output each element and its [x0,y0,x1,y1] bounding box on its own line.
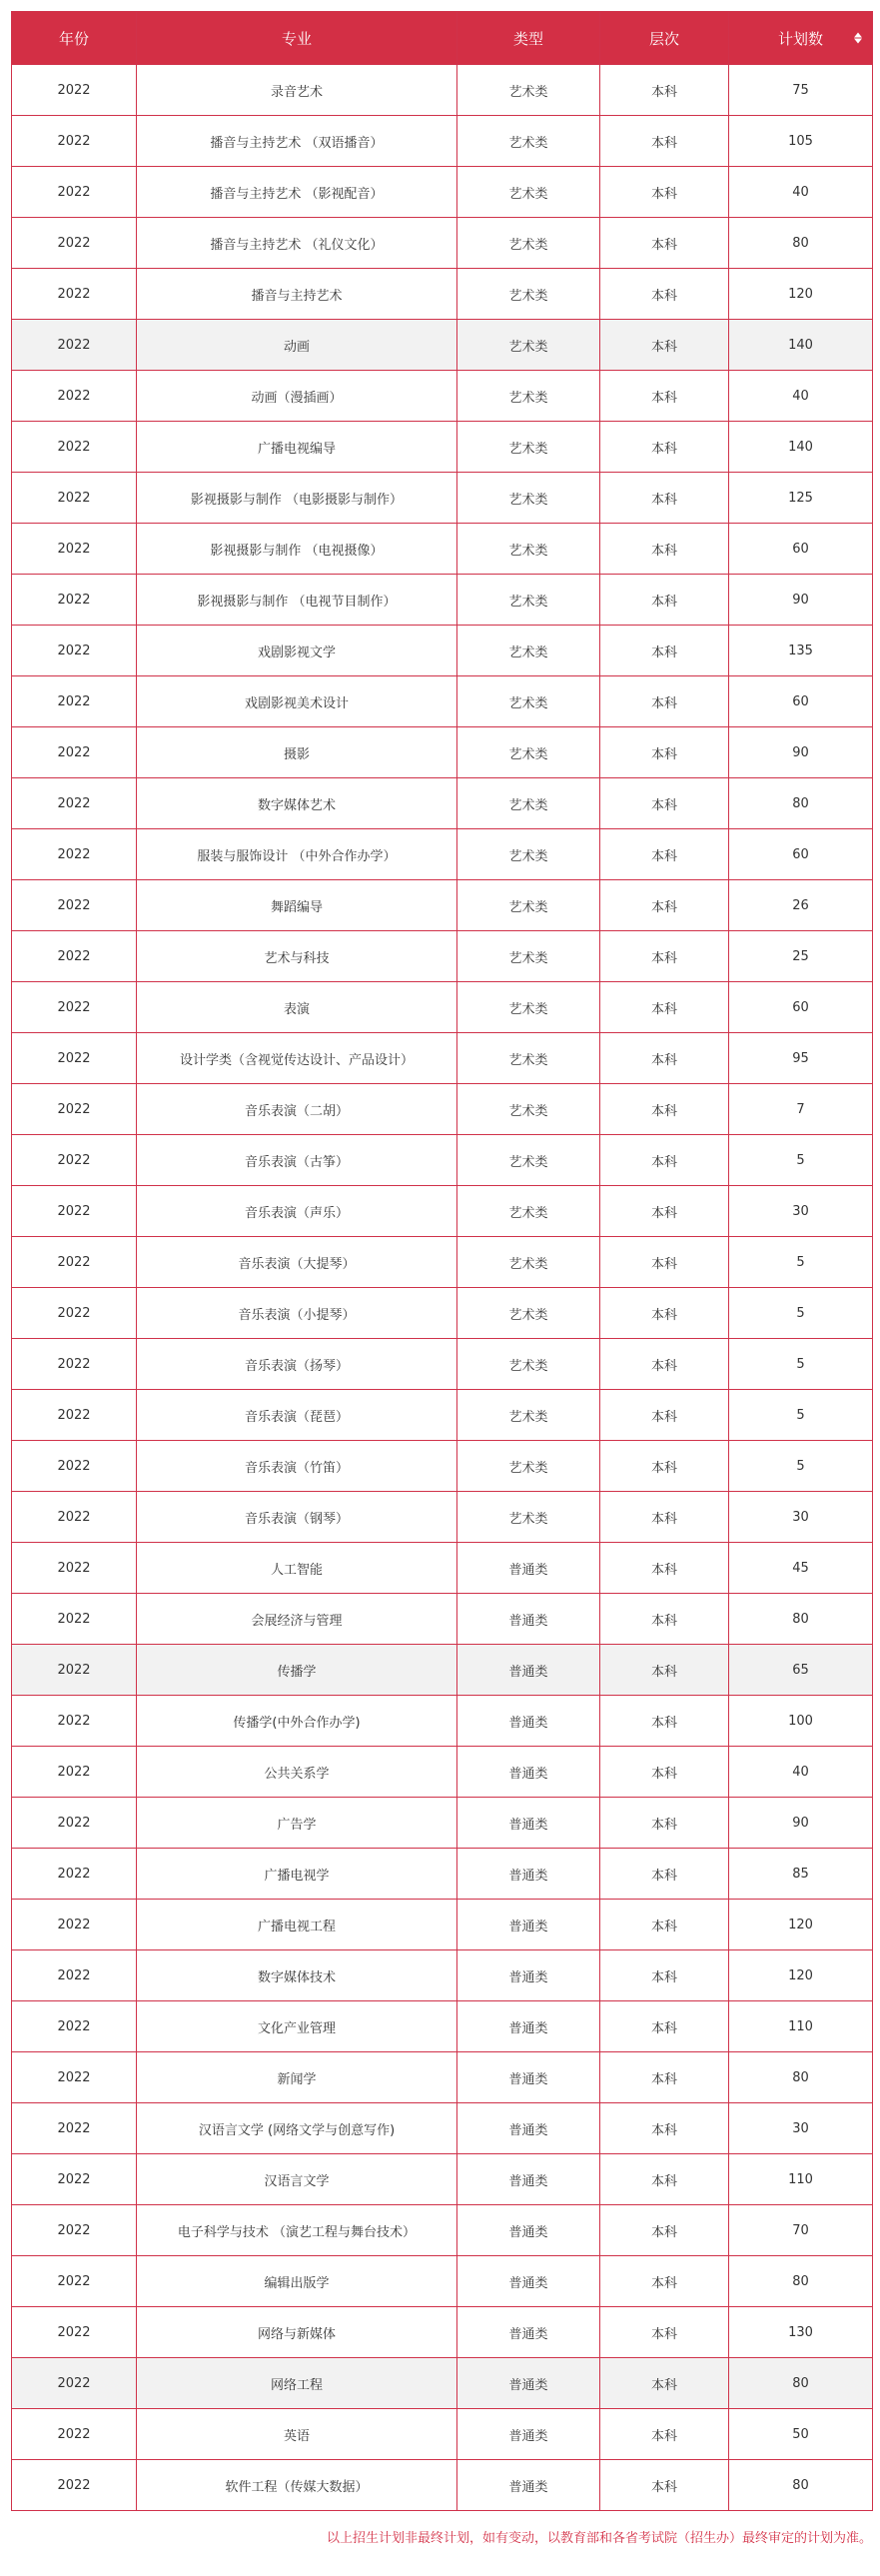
cell-year: 2022 [12,1033,137,1084]
cell-year: 2022 [12,1747,137,1798]
cell-major: 数字媒体技术 [137,1950,457,2001]
table-row [12,269,873,320]
sort-up-down-icon[interactable] [854,33,862,44]
cell-level: 本科 [600,1645,729,1696]
cell-level: 本科 [600,2307,729,2358]
cell-major: 广播电视编导 [137,422,457,473]
cell-year: 2022 [12,1696,137,1747]
cell-type: 艺术类 [457,626,600,676]
cell-major: 编辑出版学 [137,2256,457,2307]
cell-level: 本科 [600,880,729,931]
cell-major: 广播电视工程 [137,1900,457,1950]
cell-type: 艺术类 [457,575,600,626]
cell-plan-count: 80 [729,2460,873,2511]
cell-type: 普通类 [457,2052,600,2103]
header-plan-count-label: 计划数 [777,29,823,48]
header-year[interactable]: 年份 [12,12,137,65]
table-row [12,1950,873,2001]
cell-plan-count: 5 [729,1135,873,1186]
cell-level: 本科 [600,65,729,116]
cell-plan-count: 130 [729,2307,873,2358]
table-row [12,218,873,269]
cell-type: 普通类 [457,1696,600,1747]
cell-type: 艺术类 [457,778,600,829]
cell-year: 2022 [12,524,137,575]
table-row [12,575,873,626]
cell-major: 音乐表演（竹笛） [137,1441,457,1492]
cell-major: 网络与新媒体 [137,2307,457,2358]
table-row [12,2154,873,2205]
cell-plan-count: 5 [729,1339,873,1390]
cell-major: 音乐表演（二胡） [137,1084,457,1135]
cell-type: 普通类 [457,2256,600,2307]
cell-type: 普通类 [457,2103,600,2154]
cell-type: 艺术类 [457,1390,600,1441]
cell-level: 本科 [600,727,729,778]
table-row [12,167,873,218]
table-header-row [12,12,873,65]
header-level[interactable]: 层次 [600,12,729,65]
cell-major: 人工智能 [137,1543,457,1594]
cell-type: 艺术类 [457,320,600,371]
cell-level: 本科 [600,371,729,422]
cell-type: 艺术类 [457,880,600,931]
cell-year: 2022 [12,1798,137,1849]
table-row [12,422,873,473]
cell-type: 普通类 [457,1747,600,1798]
cell-year: 2022 [12,982,137,1033]
cell-type: 艺术类 [457,1441,600,1492]
cell-plan-count: 110 [729,2154,873,2205]
cell-level: 本科 [600,1390,729,1441]
cell-plan-count: 120 [729,269,873,320]
cell-major: 戏剧影视美术设计 [137,676,457,727]
cell-year: 2022 [12,1135,137,1186]
cell-type: 艺术类 [457,218,600,269]
table-row [12,473,873,524]
table-row [12,829,873,880]
cell-plan-count: 100 [729,1696,873,1747]
cell-level: 本科 [600,2001,729,2052]
cell-major: 电子科学与技术 （演艺工程与舞台技术） [137,2205,457,2256]
table-row [12,116,873,167]
cell-plan-count: 80 [729,1594,873,1645]
table-body [12,65,873,2511]
cell-type: 普通类 [457,1950,600,2001]
cell-type: 普通类 [457,1900,600,1950]
table-row [12,778,873,829]
cell-plan-count: 80 [729,778,873,829]
cell-plan-count: 60 [729,676,873,727]
cell-year: 2022 [12,2001,137,2052]
cell-type: 艺术类 [457,931,600,982]
cell-level: 本科 [600,1594,729,1645]
cell-year: 2022 [12,1900,137,1950]
table-row [12,1645,873,1696]
cell-major: 新闻学 [137,2052,457,2103]
cell-type: 普通类 [457,1645,600,1696]
cell-major: 服装与服饰设计 （中外合作办学） [137,829,457,880]
cell-type: 艺术类 [457,473,600,524]
cell-type: 艺术类 [457,1339,600,1390]
cell-level: 本科 [600,982,729,1033]
cell-type: 艺术类 [457,829,600,880]
cell-major: 动画 [137,320,457,371]
cell-year: 2022 [12,2307,137,2358]
cell-type: 艺术类 [457,1492,600,1543]
cell-type: 普通类 [457,2154,600,2205]
cell-major: 公共关系学 [137,1747,457,1798]
table-row [12,2256,873,2307]
cell-plan-count: 70 [729,2205,873,2256]
cell-level: 本科 [600,2052,729,2103]
cell-level: 本科 [600,829,729,880]
cell-level: 本科 [600,1033,729,1084]
cell-plan-count: 90 [729,727,873,778]
cell-major: 广播电视学 [137,1849,457,1900]
cell-year: 2022 [12,320,137,371]
cell-major: 软件工程（传媒大数据） [137,2460,457,2511]
cell-level: 本科 [600,931,729,982]
cell-level: 本科 [600,320,729,371]
table-row [12,931,873,982]
cell-plan-count: 26 [729,880,873,931]
cell-type: 普通类 [457,2307,600,2358]
cell-plan-count: 60 [729,524,873,575]
cell-year: 2022 [12,2256,137,2307]
footnote: 以上招生计划非最终计划，如有变动，以教育部和各省考试院（招生办）最终审定的计划为准。 [326,2531,872,2546]
cell-major: 音乐表演（大提琴） [137,1237,457,1288]
table-row [12,2409,873,2460]
cell-level: 本科 [600,1339,729,1390]
cell-plan-count: 65 [729,1645,873,1696]
cell-major: 汉语言文学 [137,2154,457,2205]
cell-level: 本科 [600,1696,729,1747]
cell-year: 2022 [12,422,137,473]
cell-type: 艺术类 [457,167,600,218]
cell-major: 戏剧影视文学 [137,626,457,676]
cell-plan-count: 120 [729,1900,873,1950]
cell-plan-count: 5 [729,1390,873,1441]
cell-year: 2022 [12,2460,137,2511]
table-row [12,1135,873,1186]
cell-level: 本科 [600,2409,729,2460]
table-row [12,880,873,931]
cell-level: 本科 [600,676,729,727]
table-row [12,371,873,422]
cell-year: 2022 [12,1492,137,1543]
cell-plan-count: 75 [729,65,873,116]
cell-major: 摄影 [137,727,457,778]
cell-year: 2022 [12,218,137,269]
cell-level: 本科 [600,524,729,575]
cell-plan-count: 90 [729,575,873,626]
cell-major: 音乐表演（扬琴） [137,1339,457,1390]
cell-major: 传播学(中外合作办学) [137,1696,457,1747]
cell-major: 网络工程 [137,2358,457,2409]
table-row [12,727,873,778]
cell-plan-count: 30 [729,1186,873,1237]
cell-year: 2022 [12,778,137,829]
cell-major: 设计学类（含视觉传达设计、产品设计） [137,1033,457,1084]
cell-level: 本科 [600,269,729,320]
cell-major: 播音与主持艺术 （双语播音） [137,116,457,167]
cell-type: 艺术类 [457,524,600,575]
cell-year: 2022 [12,116,137,167]
table-row [12,2052,873,2103]
cell-plan-count: 125 [729,473,873,524]
cell-level: 本科 [600,1237,729,1288]
cell-type: 普通类 [457,1543,600,1594]
cell-year: 2022 [12,2205,137,2256]
cell-year: 2022 [12,473,137,524]
cell-type: 艺术类 [457,1288,600,1339]
cell-plan-count: 30 [729,2103,873,2154]
cell-major: 播音与主持艺术 （影视配音） [137,167,457,218]
cell-level: 本科 [600,1849,729,1900]
cell-plan-count: 80 [729,2358,873,2409]
cell-major: 艺术与科技 [137,931,457,982]
cell-year: 2022 [12,1237,137,1288]
cell-plan-count: 30 [729,1492,873,1543]
cell-plan-count: 5 [729,1237,873,1288]
cell-plan-count: 50 [729,2409,873,2460]
cell-type: 艺术类 [457,65,600,116]
table-row [12,1747,873,1798]
cell-year: 2022 [12,2052,137,2103]
cell-plan-count: 45 [729,1543,873,1594]
cell-plan-count: 5 [729,1288,873,1339]
cell-level: 本科 [600,1084,729,1135]
table-row [12,1900,873,1950]
table-row [12,1237,873,1288]
cell-plan-count: 110 [729,2001,873,2052]
cell-plan-count: 7 [729,1084,873,1135]
cell-plan-count: 80 [729,2256,873,2307]
cell-type: 艺术类 [457,1135,600,1186]
cell-year: 2022 [12,626,137,676]
header-major[interactable]: 专业 [137,12,457,65]
cell-year: 2022 [12,1543,137,1594]
cell-type: 艺术类 [457,371,600,422]
cell-level: 本科 [600,626,729,676]
cell-type: 普通类 [457,2205,600,2256]
cell-level: 本科 [600,2256,729,2307]
table-row [12,1033,873,1084]
cell-plan-count: 40 [729,1747,873,1798]
cell-year: 2022 [12,676,137,727]
cell-major: 播音与主持艺术 [137,269,457,320]
header-type[interactable]: 类型 [457,12,600,65]
cell-year: 2022 [12,2409,137,2460]
cell-type: 普通类 [457,2460,600,2511]
cell-level: 本科 [600,2460,729,2511]
cell-level: 本科 [600,1441,729,1492]
cell-year: 2022 [12,65,137,116]
cell-type: 普通类 [457,1798,600,1849]
cell-level: 本科 [600,218,729,269]
cell-plan-count: 5 [729,1441,873,1492]
cell-type: 艺术类 [457,727,600,778]
table-row [12,65,873,116]
cell-type: 普通类 [457,2409,600,2460]
cell-plan-count: 40 [729,167,873,218]
cell-major: 文化产业管理 [137,2001,457,2052]
cell-plan-count: 40 [729,371,873,422]
cell-level: 本科 [600,1798,729,1849]
table-row [12,2001,873,2052]
cell-level: 本科 [600,575,729,626]
cell-level: 本科 [600,1288,729,1339]
table-row [12,2205,873,2256]
cell-plan-count: 60 [729,829,873,880]
cell-major: 表演 [137,982,457,1033]
cell-major: 播音与主持艺术 （礼仪文化） [137,218,457,269]
cell-plan-count: 120 [729,1950,873,2001]
table-row [12,320,873,371]
cell-major: 英语 [137,2409,457,2460]
cell-type: 普通类 [457,1594,600,1645]
cell-year: 2022 [12,1084,137,1135]
cell-plan-count: 140 [729,320,873,371]
cell-major: 音乐表演（琵琶） [137,1390,457,1441]
cell-major: 舞蹈编导 [137,880,457,931]
cell-year: 2022 [12,1288,137,1339]
cell-major: 录音艺术 [137,65,457,116]
cell-year: 2022 [12,931,137,982]
table-row [12,1696,873,1747]
cell-year: 2022 [12,2154,137,2205]
table-row [12,1186,873,1237]
cell-major: 广告学 [137,1798,457,1849]
cell-type: 艺术类 [457,116,600,167]
header-plan-count[interactable] [729,12,873,65]
table-row [12,676,873,727]
cell-plan-count: 135 [729,626,873,676]
cell-plan-count: 25 [729,931,873,982]
cell-type: 艺术类 [457,422,600,473]
cell-level: 本科 [600,1747,729,1798]
cell-plan-count: 95 [729,1033,873,1084]
cell-plan-count: 60 [729,982,873,1033]
cell-year: 2022 [12,1594,137,1645]
cell-level: 本科 [600,1186,729,1237]
cell-major: 汉语言文学 (网络文学与创意写作) [137,2103,457,2154]
cell-year: 2022 [12,1339,137,1390]
cell-level: 本科 [600,167,729,218]
table-row [12,1798,873,1849]
table-row [12,1084,873,1135]
cell-year: 2022 [12,1645,137,1696]
cell-year: 2022 [12,727,137,778]
cell-year: 2022 [12,1441,137,1492]
cell-plan-count: 105 [729,116,873,167]
table-row [12,1492,873,1543]
cell-year: 2022 [12,167,137,218]
cell-type: 艺术类 [457,676,600,727]
cell-major: 音乐表演（小提琴） [137,1288,457,1339]
cell-type: 艺术类 [457,1186,600,1237]
cell-major: 影视摄影与制作 （电视摄像） [137,524,457,575]
table-row [12,2307,873,2358]
cell-level: 本科 [600,1543,729,1594]
cell-year: 2022 [12,1186,137,1237]
table-row [12,626,873,676]
table-row [12,1849,873,1900]
cell-level: 本科 [600,1900,729,1950]
cell-level: 本科 [600,1492,729,1543]
cell-type: 艺术类 [457,982,600,1033]
cell-plan-count: 140 [729,422,873,473]
cell-year: 2022 [12,1849,137,1900]
cell-major: 传播学 [137,1645,457,1696]
cell-year: 2022 [12,269,137,320]
cell-year: 2022 [12,2358,137,2409]
cell-major: 会展经济与管理 [137,1594,457,1645]
cell-year: 2022 [12,575,137,626]
cell-plan-count: 80 [729,218,873,269]
cell-major: 音乐表演（声乐） [137,1186,457,1237]
table-row [12,524,873,575]
table-row [12,2460,873,2511]
cell-year: 2022 [12,2103,137,2154]
cell-type: 艺术类 [457,1084,600,1135]
cell-major: 动画（漫插画） [137,371,457,422]
cell-type: 普通类 [457,1849,600,1900]
cell-type: 普通类 [457,2358,600,2409]
table-row [12,1441,873,1492]
cell-plan-count: 80 [729,2052,873,2103]
cell-level: 本科 [600,2205,729,2256]
cell-type: 艺术类 [457,269,600,320]
cell-year: 2022 [12,880,137,931]
table-row [12,1390,873,1441]
cell-major: 音乐表演（古筝） [137,1135,457,1186]
cell-plan-count: 85 [729,1849,873,1900]
table-row [12,1594,873,1645]
table-row [12,2358,873,2409]
cell-level: 本科 [600,473,729,524]
cell-level: 本科 [600,2154,729,2205]
cell-major: 数字媒体艺术 [137,778,457,829]
cell-level: 本科 [600,2358,729,2409]
cell-level: 本科 [600,422,729,473]
cell-type: 艺术类 [457,1237,600,1288]
cell-level: 本科 [600,1950,729,2001]
table-row [12,1339,873,1390]
cell-year: 2022 [12,1390,137,1441]
cell-level: 本科 [600,1135,729,1186]
cell-major: 影视摄影与制作 （电影摄影与制作） [137,473,457,524]
table-row [12,2103,873,2154]
cell-major: 影视摄影与制作 （电视节目制作） [137,575,457,626]
table-row [12,1543,873,1594]
cell-year: 2022 [12,1950,137,2001]
cell-level: 本科 [600,778,729,829]
cell-type: 普通类 [457,2001,600,2052]
cell-major: 音乐表演（钢琴） [137,1492,457,1543]
table-row [12,1288,873,1339]
cell-type: 艺术类 [457,1033,600,1084]
cell-level: 本科 [600,2103,729,2154]
cell-year: 2022 [12,829,137,880]
cell-level: 本科 [600,116,729,167]
table-row [12,982,873,1033]
cell-plan-count: 90 [729,1798,873,1849]
enrollment-plan-table [11,11,873,2511]
cell-year: 2022 [12,371,137,422]
